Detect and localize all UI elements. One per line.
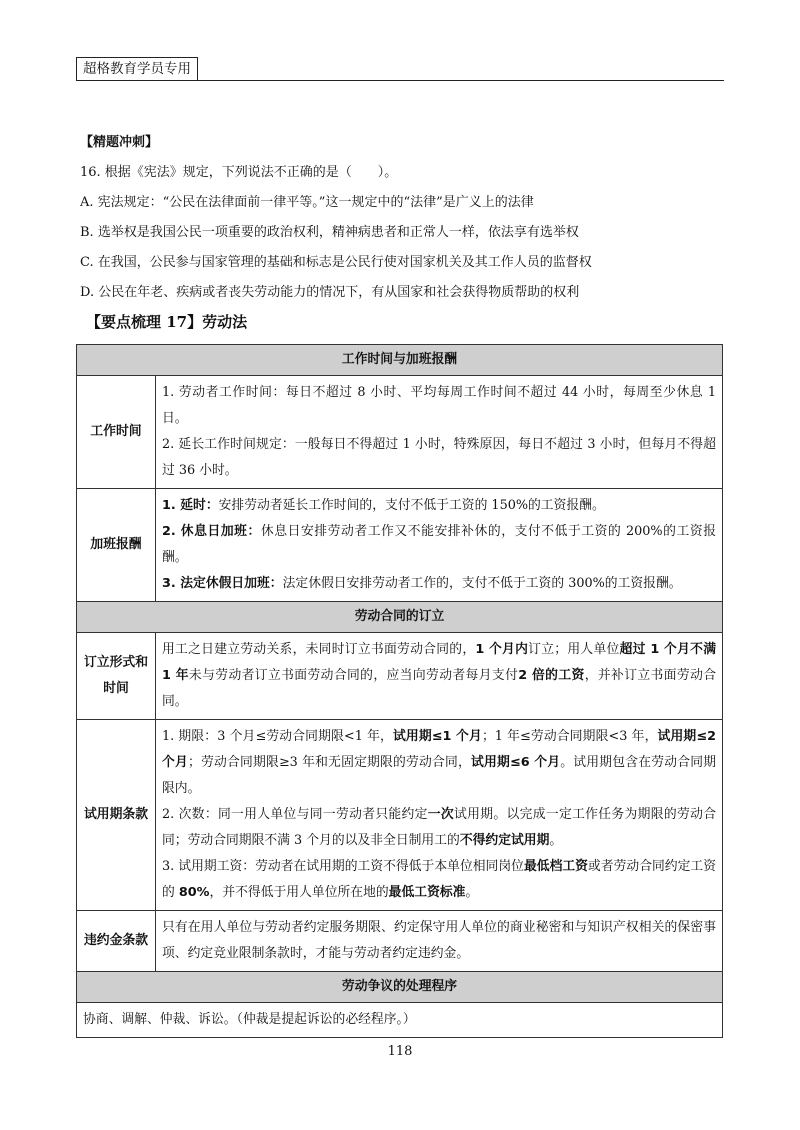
- header-divider: [76, 80, 724, 81]
- row-content-penalty: 只有在用人单位与劳动者约定服务期限、约定保守用人单位的商业秘密和与知识产权相关的保密事项、约定竞业限制条款时，才能与劳动者约定违约金。: [156, 911, 723, 972]
- table-row: [77, 489, 723, 602]
- form-time-b3: 2 倍的工资: [518, 668, 585, 683]
- form-time-b1: 1 个月内: [475, 642, 529, 657]
- row-content-form-time: [156, 633, 723, 720]
- quiz-option-c: C. 在我国，公民参与国家管理的基础和标志是公民行使对国家机关及其工作人员的监督权: [80, 255, 592, 270]
- table-row: [77, 376, 723, 489]
- table-row: [77, 602, 723, 633]
- p3-f: 最低工资标准: [388, 885, 466, 900]
- probation-line-1: [162, 724, 716, 802]
- overtime-l1-text: 安排劳动者延长工作时间的，支付不低于工资的 150%的工资报酬。: [218, 498, 605, 513]
- table-row: [77, 1003, 723, 1038]
- p3-c: 或者劳动合同约定工资的: [162, 859, 717, 900]
- p1-e: ；劳动合同期限≥3 年和无固定期限的劳动合同，: [188, 755, 472, 770]
- p3-b: 最低档工资: [523, 859, 588, 874]
- p1-b: 试用期≤1 个月: [392, 729, 482, 744]
- quiz-block: [80, 128, 730, 308]
- p2-e: 。: [549, 833, 563, 848]
- quiz-option-b: B. 选举权是我国公民一项重要的政治权利，精神病患者和正常人一样，依法享有选举权: [80, 225, 579, 240]
- row-content-dispute: 协商、调解、仲裁、诉讼。（仲裁是提起诉讼的必经程序。）: [77, 1003, 723, 1038]
- row-label-form-time: 订立形式和时间: [77, 633, 156, 720]
- overtime-l2-bold: 2. 休息日加班：: [162, 524, 261, 539]
- quiz-section-label: 【精题冲刺】: [80, 135, 159, 150]
- p2-b: 一次: [427, 807, 455, 822]
- probation-line-3: [162, 854, 716, 906]
- p3-a: 3. 试用期工资：劳动者在试用期的工资不得低于本单位相同岗位: [162, 859, 524, 874]
- section-title: 【要点梳理 17】劳动法: [86, 313, 248, 331]
- section-head-contract: 劳动合同的订立: [77, 602, 723, 633]
- section-head-work-hours: 工作时间与加班报酬: [77, 345, 723, 376]
- row-label-probation: 试用期条款: [77, 720, 156, 911]
- work-time-line-1: 1. 劳动者工作时间：每日不超过 8 小时、平均每周工作时间不超过 44 小时，每周至少休息 1 日。: [162, 385, 716, 426]
- table-row: [77, 720, 723, 911]
- form-time-t1: 用工之日建立劳动关系，未同时订立书面劳动合同的，: [162, 642, 476, 657]
- quiz-option-a: A. 宪法规定：“公民在法律面前一律平等。”这一规定中的“法律”是广义上的法律: [80, 195, 534, 210]
- probation-line-2: [162, 802, 716, 854]
- work-time-line-2: 2. 延长工作时间规定：一般每日不得超过 1 小时，特殊原因，每日不超过 3 小时，但每月不得超过 36 小时。: [162, 437, 716, 478]
- p1-g: 。试用期包含在劳动合同期限内。: [162, 755, 716, 796]
- p1-c: ；1 年≤劳动合同期限<3 年，: [481, 729, 658, 744]
- overtime-l3-text: 法定休假日安排劳动者工作的，支付不低于工资的 300%的工资报酬。: [282, 576, 682, 591]
- quiz-option-d: D. 公民在年老、疾病或者丧失劳动能力的情况下，有从国家和社会获得物质帮助的权利: [80, 285, 580, 300]
- table-row: [77, 911, 723, 972]
- row-content-probation: [156, 720, 723, 911]
- quiz-question: 16. 根据《宪法》规定，下列说法不正确的是（ ）。: [80, 165, 398, 180]
- overtime-line-2: [162, 519, 716, 571]
- labor-law-table: [76, 344, 723, 1038]
- overtime-line-3: [162, 571, 716, 597]
- table-row: [77, 972, 723, 1003]
- form-time-t3: 未与劳动者订立书面劳动合同的，应当向劳动者每月支付: [188, 668, 519, 683]
- section-head-dispute: 劳动争议的处理程序: [77, 972, 723, 1003]
- form-time-t2: 订立；用人单位: [528, 642, 620, 657]
- overtime-l1-bold: 1. 延时：: [162, 498, 219, 513]
- table-row: [77, 345, 723, 376]
- overtime-line-1: [162, 493, 716, 519]
- header-tag: 超格教育学员专用: [76, 57, 198, 81]
- overtime-l2-text: 休息日安排劳动者工作又不能安排补休的，支付不低于工资的 200%的工资报酬。: [162, 524, 716, 565]
- p3-g: 。: [465, 885, 479, 900]
- row-content-work-time: [156, 376, 723, 489]
- page-number: 118: [387, 1044, 413, 1059]
- row-label-penalty: 违约金条款: [77, 911, 156, 972]
- form-time-t4: ，并补订立书面劳动合同。: [162, 668, 717, 709]
- p2-d: 不得约定试用期: [459, 833, 550, 848]
- p3-e: ，并不得低于用人单位所在地的: [209, 885, 389, 900]
- overtime-l3-bold: 3. 法定休假日加班：: [162, 576, 283, 591]
- p1-a: 1. 期限：3 个月≤劳动合同期限<1 年，: [162, 729, 393, 744]
- row-content-overtime: [156, 489, 723, 602]
- form-time-b2: 超过 1 个月不满 1 年: [162, 642, 716, 683]
- p3-d: 80%: [178, 885, 210, 900]
- p1-f: 试用期≤6 个月: [471, 755, 561, 770]
- p2-c: 试用期。以完成一定工作任务为期限的劳动合同；劳动合同期限不满 3 个月的以及非全日制用工的: [162, 807, 717, 848]
- row-label-overtime: 加班报酬: [77, 489, 156, 602]
- p2-a: 2. 次数：同一用人单位与同一劳动者只能约定: [162, 807, 428, 822]
- table-row: [77, 633, 723, 720]
- row-label-work-time: 工作时间: [77, 376, 156, 489]
- p1-d: 试用期≤2 个月: [162, 729, 716, 770]
